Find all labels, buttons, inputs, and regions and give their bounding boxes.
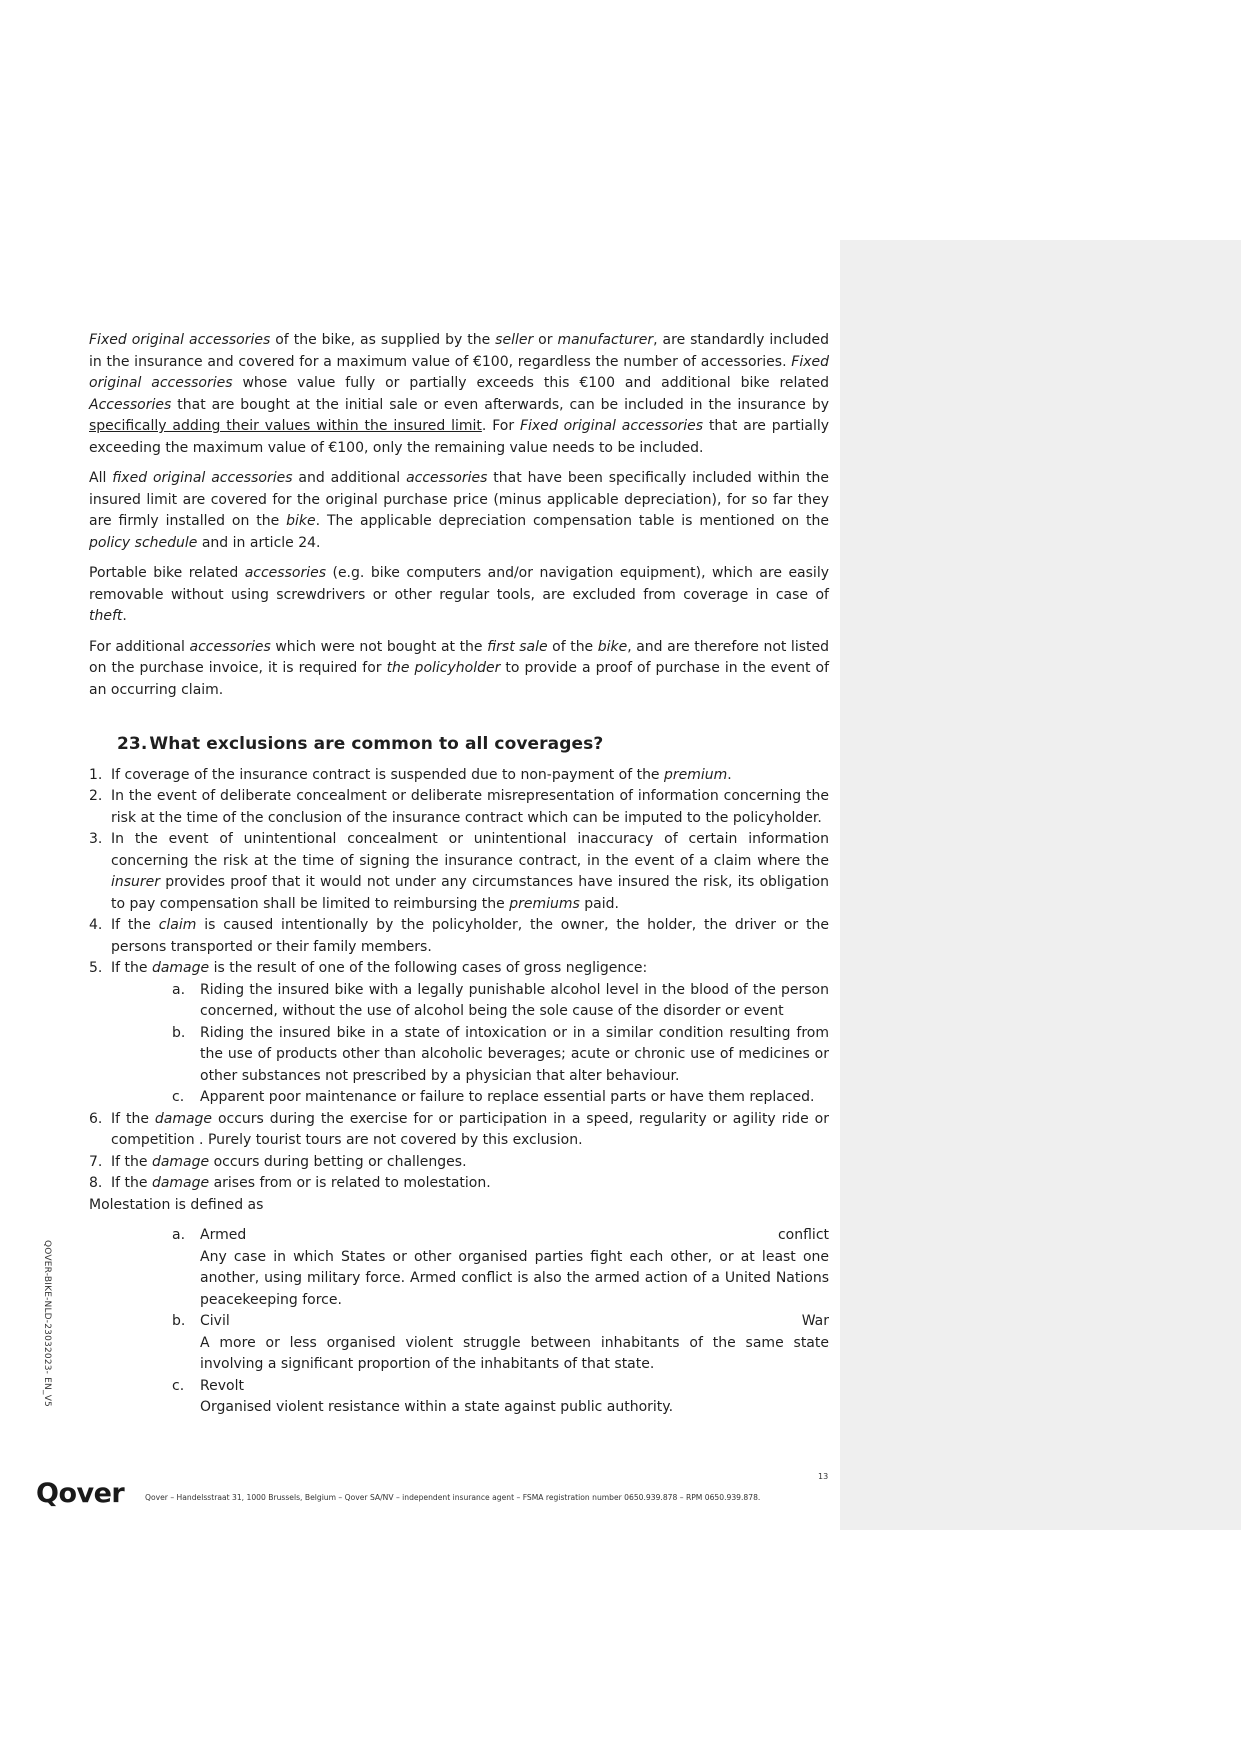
- list-item: 1. If coverage of the insurance contract is suspended due to non-payment of the premium.: [89, 766, 732, 783]
- section-heading: 23. What exclusions are common to all coverages?: [117, 734, 604, 754]
- paragraph-portable-accessories: Portable bike related accessories (e.g. bike computers and/or navigation equipment), which are easily removable without using screwdrivers or other regular tools, are excluded from coverage in case of theft.: [89, 565, 829, 624]
- definition-item: a. Armed conflict Any case in which States or other organised parties fight each other, or at least one another, using military force. Armed conflict is also the armed action of a United Nations peacekeeping force.: [172, 1227, 829, 1308]
- definition-item: b. Civil War A more or less organised violent struggle between inhabitants of the same state involving a significant proportion of the inhabitants of that state.: [172, 1313, 829, 1372]
- molestation-definitions: [89, 1225, 829, 1419]
- list-item: 3. In the event of unintentional concealment or unintentional inaccuracy of certain information concerning the risk at the time of signing the insurance contract, in the event of a claim where the insurer provides proof that it would not under any circumstances have insured the risk, its obligation to pay compensation shall be limited to reimbursing the premiums paid.: [89, 831, 829, 912]
- list-item: 5. If the damage is the result of one of the following cases of gross negligence:: [89, 960, 648, 976]
- paragraph-coverage-price: All fixed original accessories and additional accessories that have been specifically included within the insured limit are covered for the original purchase price (minus applicable depreciation), for so far they are firmly installed on the bike. The applicable depreciation compensation table is mentioned on the policy schedule and in article 24.: [89, 470, 830, 551]
- underlined-phrase: specifically adding their values within the insured limit: [89, 418, 482, 434]
- molestation-intro: Molestation is defined as: [89, 1196, 264, 1213]
- sublist-item: c. Apparent poor maintenance or failure to replace essential parts or have them replaced.: [172, 1089, 815, 1105]
- definition-item: c. Revolt Organised violent resistance within a state against public authority.: [172, 1377, 674, 1415]
- gross-negligence-sublist: [89, 980, 829, 1109]
- footer-address: Qover – Handelsstraat 31, 1000 Brussels, Belgium – Qover SA/NV – independent insurance agent – FSMA registration number 0650.939.878 – RPM 0650.939.878.: [145, 1493, 761, 1502]
- sublist-item: b. Riding the insured bike in a state of intoxication or in a similar condition resulting from the use of products other than alcoholic beverages; acute or chronic use of medicines or other substances not prescribed by a physician that alter behaviour.: [172, 1024, 829, 1084]
- document-body: [89, 330, 829, 1419]
- paragraph-additional-accessories: For additional accessories which were not bought at the first sale of the bike, and are therefore not listed on the purchase invoice, it is required for the policyholder to provide a proof of purchase in the event of an occurring claim.: [89, 638, 829, 698]
- sublist-item: a. Riding the insured bike with a legally punishable alcohol level in the blood of the person concerned, without the use of alcohol being the sole cause of the disorder or event: [172, 981, 829, 1019]
- page-number: 13: [818, 1472, 829, 1481]
- list-item: 4. If the claim is caused intentionally by the policyholder, the owner, the holder, the driver or the persons transported or their family members.: [89, 917, 829, 955]
- list-item: 6. If the damage occurs during the exercise for or participation in a speed, regularity or agility ride or competition . Purely tourist tours are not covered by this exclusion.: [89, 1110, 830, 1148]
- exclusions-list-continued: [89, 1109, 829, 1195]
- paragraph-fixed-accessories: Fixed original accessories of the bike, as supplied by the seller or manufacturer, are standardly included in the insurance and covered for a maximum value of €100, regardless the number of accessories. Fixed original accessories whose value fully or partially exceeds this €100 and additional bike related Accessories that are bought at the initial sale or even afterwards, can be included in the insurance by specifically adding their values within the insured limit. For Fixed original accessories that are partially exceeding the maximum value of €100, only the remaining value needs to be included.: [89, 332, 830, 456]
- document-id: QOVER-BIKE-NLD-23032023- EN_V5: [42, 1240, 52, 1407]
- list-item: 7. If the damage occurs during betting or challenges.: [89, 1153, 467, 1170]
- list-item: 8. If the damage arises from or is related to molestation.: [89, 1175, 491, 1191]
- exclusions-list: [89, 765, 829, 980]
- comment-pane: [840, 240, 1241, 1530]
- qover-logo: Qover: [36, 1478, 125, 1509]
- list-item: 2. In the event of deliberate concealment or deliberate misrepresentation of information concerning the risk at the time of the conclusion of the insurance contract which can be imputed to the policyholder.: [89, 788, 829, 826]
